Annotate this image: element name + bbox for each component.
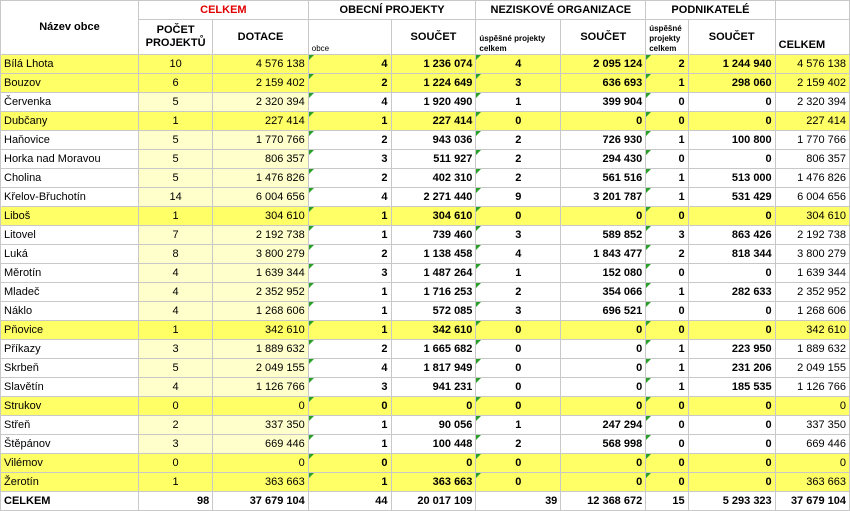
cell-neo-sum: 568 998 [561,435,646,454]
total-row [1,492,850,511]
table-row [1,321,850,340]
table-row [1,245,850,264]
total-neo-sum: 12 368 672 [561,492,646,511]
header-empty [775,1,849,20]
cell-obce: 2 [308,340,391,359]
cell-pod-sum: 0 [688,397,775,416]
cell-pocet: 1 [138,321,212,340]
cell-neo-count: 0 [476,454,561,473]
cell-pocet: 0 [138,454,212,473]
cell-pocet: 5 [138,131,212,150]
cell-soucet-obecni: 0 [391,397,476,416]
cell-obce: 1 [308,302,391,321]
cell-obce: 2 [308,245,391,264]
table-row [1,454,850,473]
cell-soucet-obecni: 90 056 [391,416,476,435]
cell-neo-count: 2 [476,283,561,302]
cell-neo-sum: 1 843 477 [561,245,646,264]
cell-name: Štěpánov [1,435,139,454]
cell-obce: 1 [308,226,391,245]
cell-dotace: 4 576 138 [213,55,309,74]
cell-soucet-obecni: 739 460 [391,226,476,245]
cell-pod-count: 0 [646,150,688,169]
cell-pocet: 1 [138,112,212,131]
cell-neo-count: 0 [476,207,561,226]
table-row [1,55,850,74]
cell-neo-count: 2 [476,150,561,169]
cell-pocet: 7 [138,226,212,245]
cell-pod-sum: 282 633 [688,283,775,302]
cell-pod-count: 1 [646,188,688,207]
table-row [1,378,850,397]
cell-pod-count: 3 [646,226,688,245]
cell-neo-count: 0 [476,359,561,378]
cell-pod-sum: 231 206 [688,359,775,378]
total-name: CELKEM [1,492,139,511]
cell-neo-count: 9 [476,188,561,207]
cell-name: Dubčany [1,112,139,131]
cell-dotace: 1 268 606 [213,302,309,321]
cell-pod-count: 0 [646,112,688,131]
table-row [1,340,850,359]
cell-pod-sum: 0 [688,416,775,435]
cell-obce: 1 [308,435,391,454]
cell-celkem: 0 [775,454,849,473]
cell-name: Bouzov [1,74,139,93]
cell-name: Měrotín [1,264,139,283]
cell-name: Křelov-Břuchotín [1,188,139,207]
cell-pod-sum: 0 [688,302,775,321]
cell-neo-sum: 399 904 [561,93,646,112]
cell-celkem: 2 192 738 [775,226,849,245]
cell-obce: 3 [308,264,391,283]
cell-pod-sum: 0 [688,112,775,131]
cell-pod-count: 0 [646,321,688,340]
cell-dotace: 1 126 766 [213,378,309,397]
cell-pod-count: 0 [646,435,688,454]
cell-name: Luká [1,245,139,264]
cell-pod-sum: 818 344 [688,245,775,264]
cell-pod-count: 0 [646,454,688,473]
cell-dotace: 1 476 826 [213,169,309,188]
cell-dotace: 304 610 [213,207,309,226]
table-row [1,112,850,131]
cell-pocet: 1 [138,207,212,226]
cell-soucet-obecni: 1 236 074 [391,55,476,74]
cell-pocet: 5 [138,150,212,169]
total-neo-count: 39 [476,492,561,511]
cell-pod-sum: 0 [688,207,775,226]
cell-pod-count: 2 [646,55,688,74]
table-row [1,359,850,378]
cell-name: Litovel [1,226,139,245]
cell-neo-count: 3 [476,302,561,321]
cell-name: Žerotín [1,473,139,492]
cell-celkem: 2 049 155 [775,359,849,378]
cell-soucet-obecni: 1 716 253 [391,283,476,302]
cell-obce: 2 [308,74,391,93]
cell-soucet-obecni: 0 [391,454,476,473]
cell-soucet-obecni: 1 817 949 [391,359,476,378]
cell-celkem: 1 476 826 [775,169,849,188]
cell-neo-count: 0 [476,378,561,397]
cell-pocet: 4 [138,302,212,321]
cell-celkem: 2 320 394 [775,93,849,112]
cell-name: Haňovice [1,131,139,150]
cell-celkem: 1 770 766 [775,131,849,150]
cell-neo-sum: 561 516 [561,169,646,188]
cell-pod-sum: 1 244 940 [688,55,775,74]
cell-dotace: 363 663 [213,473,309,492]
cell-pod-sum: 0 [688,321,775,340]
cell-pocet: 14 [138,188,212,207]
cell-pod-count: 0 [646,302,688,321]
cell-obce: 3 [308,378,391,397]
cell-neo-sum: 3 201 787 [561,188,646,207]
cell-soucet-obecni: 1 138 458 [391,245,476,264]
cell-obce: 1 [308,207,391,226]
cell-neo-sum: 0 [561,207,646,226]
cell-soucet-obecni: 943 036 [391,131,476,150]
cell-pod-sum: 223 950 [688,340,775,359]
cell-neo-sum: 247 294 [561,416,646,435]
total-pod-count: 15 [646,492,688,511]
cell-celkem: 1 889 632 [775,340,849,359]
cell-name: Příkazy [1,340,139,359]
cell-pocet: 4 [138,264,212,283]
header-nazev: Název obce [1,1,139,55]
cell-pod-sum: 0 [688,264,775,283]
cell-pod-sum: 863 426 [688,226,775,245]
cell-soucet-obecni: 511 927 [391,150,476,169]
cell-pod-sum: 185 535 [688,378,775,397]
cell-name: Červenka [1,93,139,112]
cell-soucet-obecni: 363 663 [391,473,476,492]
cell-pod-count: 1 [646,169,688,188]
total-pocet: 98 [138,492,212,511]
cell-neo-sum: 636 693 [561,74,646,93]
header-pocet: POČET PROJEKTŮ [138,20,212,55]
cell-obce: 0 [308,454,391,473]
cell-pocet: 5 [138,93,212,112]
cell-pod-count: 1 [646,74,688,93]
cell-pocet: 0 [138,397,212,416]
header-soucet-neo: SOUČET [561,20,646,55]
cell-pod-count: 0 [646,264,688,283]
table-row [1,473,850,492]
cell-neo-count: 3 [476,74,561,93]
cell-neo-count: 4 [476,55,561,74]
cell-pod-count: 0 [646,397,688,416]
cell-neo-count: 0 [476,340,561,359]
cell-neo-count: 2 [476,435,561,454]
table-row [1,131,850,150]
cell-neo-sum: 0 [561,378,646,397]
total-dotace: 37 679 104 [213,492,309,511]
table-row [1,283,850,302]
cell-celkem: 806 357 [775,150,849,169]
header-uspesne-neo: úspěšné projekty celkem [476,20,561,55]
cell-name: Skrbeň [1,359,139,378]
table-row [1,150,850,169]
cell-dotace: 337 350 [213,416,309,435]
table-row [1,169,850,188]
cell-neo-sum: 726 930 [561,131,646,150]
table-row [1,188,850,207]
cell-name: Strukov [1,397,139,416]
cell-pod-count: 1 [646,131,688,150]
cell-pod-sum: 513 000 [688,169,775,188]
header-neziskove: NEZISKOVÉ ORGANIZACE [476,1,646,20]
table-row [1,435,850,454]
total-soucet-obecni: 20 017 109 [391,492,476,511]
cell-celkem: 1 268 606 [775,302,849,321]
cell-pocet: 10 [138,55,212,74]
cell-pocet: 2 [138,416,212,435]
cell-pod-count: 2 [646,245,688,264]
header-soucet-obecni: SOUČET [391,20,476,55]
table-row [1,302,850,321]
cell-obce: 3 [308,150,391,169]
cell-pod-count: 1 [646,283,688,302]
cell-pod-sum: 298 060 [688,74,775,93]
cell-obce: 1 [308,473,391,492]
total-pod-sum: 5 293 323 [688,492,775,511]
cell-neo-count: 0 [476,112,561,131]
cell-celkem: 2 352 952 [775,283,849,302]
cell-pod-count: 1 [646,340,688,359]
cell-dotace: 2 159 402 [213,74,309,93]
cell-pocet: 3 [138,340,212,359]
cell-dotace: 342 610 [213,321,309,340]
cell-dotace: 0 [213,397,309,416]
cell-pod-count: 0 [646,473,688,492]
cell-pocet: 8 [138,245,212,264]
cell-celkem: 1 126 766 [775,378,849,397]
cell-name: Slavětín [1,378,139,397]
cell-pod-sum: 0 [688,435,775,454]
cell-pocet: 5 [138,169,212,188]
cell-neo-count: 1 [476,264,561,283]
cell-name: Vilémov [1,454,139,473]
cell-pocet: 3 [138,435,212,454]
cell-neo-sum: 0 [561,454,646,473]
cell-obce: 4 [308,359,391,378]
cell-celkem: 4 576 138 [775,55,849,74]
header-uspesne-pod: úspěšné projekty celkem [646,20,688,55]
table-row [1,207,850,226]
cell-obce: 1 [308,283,391,302]
cell-pod-sum: 0 [688,150,775,169]
header-dotace: DOTACE [213,20,309,55]
cell-neo-count: 4 [476,245,561,264]
cell-neo-sum: 696 521 [561,302,646,321]
cell-neo-sum: 0 [561,340,646,359]
total-obce: 44 [308,492,391,511]
cell-pocet: 6 [138,74,212,93]
cell-dotace: 2 352 952 [213,283,309,302]
cell-celkem: 304 610 [775,207,849,226]
header-celkem: CELKEM [138,1,308,20]
cell-soucet-obecni: 1 224 649 [391,74,476,93]
cell-dotace: 3 800 279 [213,245,309,264]
header-soucet-pod: SOUČET [688,20,775,55]
table-row [1,264,850,283]
cell-pod-count: 0 [646,416,688,435]
cell-dotace: 6 004 656 [213,188,309,207]
cell-neo-sum: 589 852 [561,226,646,245]
cell-neo-sum: 2 095 124 [561,55,646,74]
cell-celkem: 669 446 [775,435,849,454]
table-row [1,397,850,416]
cell-celkem: 227 414 [775,112,849,131]
cell-neo-sum: 152 080 [561,264,646,283]
cell-dotace: 1 770 766 [213,131,309,150]
cell-soucet-obecni: 342 610 [391,321,476,340]
header-podnikatele: PODNIKATELÉ [646,1,775,20]
cell-soucet-obecni: 2 271 440 [391,188,476,207]
cell-neo-sum: 354 066 [561,283,646,302]
cell-soucet-obecni: 100 448 [391,435,476,454]
cell-soucet-obecni: 1 920 490 [391,93,476,112]
cell-dotace: 806 357 [213,150,309,169]
cell-neo-count: 2 [476,169,561,188]
cell-obce: 4 [308,55,391,74]
cell-obce: 2 [308,131,391,150]
cell-pod-count: 0 [646,93,688,112]
cell-pocet: 1 [138,473,212,492]
cell-obce: 1 [308,321,391,340]
cell-dotace: 2 192 738 [213,226,309,245]
cell-name: Cholina [1,169,139,188]
cell-neo-sum: 294 430 [561,150,646,169]
cell-neo-sum: 0 [561,359,646,378]
cell-pod-sum: 0 [688,93,775,112]
cell-soucet-obecni: 1 665 682 [391,340,476,359]
cell-neo-count: 1 [476,93,561,112]
cell-pod-sum: 100 800 [688,131,775,150]
cell-name: Náklo [1,302,139,321]
cell-name: Liboš [1,207,139,226]
cell-dotace: 0 [213,454,309,473]
cell-obce: 1 [308,112,391,131]
cell-neo-sum: 0 [561,473,646,492]
cell-pod-count: 1 [646,378,688,397]
cell-dotace: 2 320 394 [213,93,309,112]
cell-neo-count: 0 [476,473,561,492]
cell-celkem: 337 350 [775,416,849,435]
cell-neo-count: 0 [476,321,561,340]
cell-soucet-obecni: 227 414 [391,112,476,131]
cell-neo-count: 3 [476,226,561,245]
table-row [1,416,850,435]
cell-soucet-obecni: 572 085 [391,302,476,321]
cell-neo-count: 2 [476,131,561,150]
cell-celkem: 0 [775,397,849,416]
cell-dotace: 669 446 [213,435,309,454]
cell-neo-sum: 0 [561,321,646,340]
cell-obce: 2 [308,169,391,188]
cell-pod-sum: 0 [688,454,775,473]
cell-dotace: 1 639 344 [213,264,309,283]
cell-celkem: 363 663 [775,473,849,492]
cell-neo-sum: 0 [561,397,646,416]
header-celkem-last: CELKEM [775,20,849,55]
cell-soucet-obecni: 941 231 [391,378,476,397]
cell-obce: 4 [308,93,391,112]
table-row [1,226,850,245]
cell-dotace: 2 049 155 [213,359,309,378]
cell-celkem: 6 004 656 [775,188,849,207]
cell-pocet: 4 [138,283,212,302]
cell-pod-sum: 0 [688,473,775,492]
cell-obce: 1 [308,416,391,435]
cell-soucet-obecni: 1 487 264 [391,264,476,283]
cell-name: Střeň [1,416,139,435]
cell-dotace: 1 889 632 [213,340,309,359]
cell-pod-sum: 531 429 [688,188,775,207]
table-row [1,93,850,112]
cell-pod-count: 1 [646,359,688,378]
total-celkem: 37 679 104 [775,492,849,511]
cell-obce: 4 [308,188,391,207]
cell-pocet: 5 [138,359,212,378]
cell-pocet: 4 [138,378,212,397]
cell-neo-sum: 0 [561,112,646,131]
cell-obce: 0 [308,397,391,416]
header-obecni: OBECNÍ PROJEKTY [308,1,476,20]
cell-neo-count: 0 [476,397,561,416]
cell-dotace: 227 414 [213,112,309,131]
cell-soucet-obecni: 304 610 [391,207,476,226]
cell-celkem: 1 639 344 [775,264,849,283]
cell-celkem: 2 159 402 [775,74,849,93]
header-obce: obce [308,20,391,55]
cell-pod-count: 0 [646,207,688,226]
cell-soucet-obecni: 402 310 [391,169,476,188]
cell-neo-count: 1 [476,416,561,435]
cell-name: Bílá Lhota [1,55,139,74]
table-row [1,74,850,93]
cell-name: Pňovice [1,321,139,340]
cell-celkem: 342 610 [775,321,849,340]
cell-name: Horka nad Moravou [1,150,139,169]
cell-name: Mladeč [1,283,139,302]
cell-celkem: 3 800 279 [775,245,849,264]
